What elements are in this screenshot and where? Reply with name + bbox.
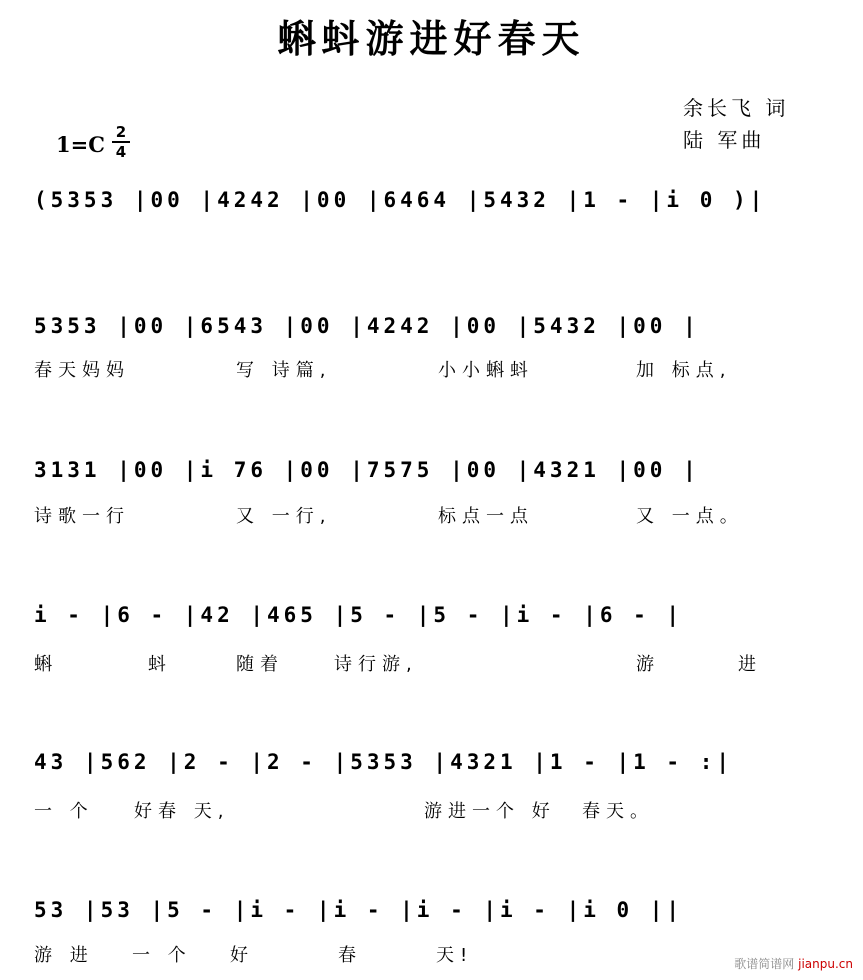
lyric-phrase: 蚪 (148, 654, 172, 675)
lyric-phrase: 一 个 (34, 801, 94, 822)
lyric-phrase: 随着 (236, 654, 284, 675)
lyric-phrase: 小小蝌蚪 (438, 360, 534, 381)
key-signature: 1=C (56, 132, 105, 157)
notation-line: (5353 |00 |4242 |00 |6464 |5432 |1 - |i 0 )| (34, 188, 767, 212)
watermark (734, 955, 853, 972)
lyric-phrase: 诗行游, (334, 654, 418, 675)
notation-system-2 (0, 312, 863, 346)
meter-bottom: 4 (115, 143, 127, 161)
notation-line: i - |6 - |42 |465 |5 - |5 - |i - |6 - | (34, 603, 684, 627)
lyricist-credit: 余长飞 词 (683, 96, 790, 120)
composer-credit: 陆 军曲 (683, 128, 766, 152)
notation-system-4 (0, 601, 863, 635)
watermark-site: 歌谱简谱网 (734, 957, 795, 971)
lyric-phrase: 春天。 (582, 801, 654, 822)
notation-line: 3131 |00 |i 76 |00 |7575 |00 |4321 |00 | (34, 458, 700, 482)
lyric-phrase: 加 标点, (636, 360, 732, 381)
lyric-phrase: 好春 天, (134, 801, 230, 822)
lyric-phrase: 好 (230, 945, 254, 966)
lyric-phrase: 诗歌一行 (34, 506, 130, 527)
lyric-phrase: 进 (738, 654, 762, 675)
lyric-phrase: 游进一个 好 (424, 801, 556, 822)
lyric-phrase: 游 (636, 654, 660, 675)
lyric-phrase: 又 一点。 (636, 506, 744, 527)
lyric-line-4 (0, 650, 863, 680)
time-signature (112, 124, 130, 160)
notation-line: 53 |53 |5 - |i - |i - |i - |i - |i 0 || (34, 898, 684, 922)
notation-system-3 (0, 456, 863, 490)
lyric-line-3 (0, 502, 863, 532)
watermark-url: jianpu.cn (798, 957, 853, 971)
lyric-phrase: 春 (338, 945, 362, 966)
lyric-line-2 (0, 356, 863, 386)
notation-system-6 (0, 896, 863, 930)
notation-line: 5353 |00 |6543 |00 |4242 |00 |5432 |00 | (34, 314, 700, 338)
lyric-phrase: 天! (436, 945, 474, 966)
notation-system-5 (0, 748, 863, 782)
lyric-phrase: 又 一行, (236, 506, 332, 527)
lyric-phrase: 标点一点 (438, 506, 534, 527)
song-title: 蝌蚪游进好春天 (277, 16, 586, 61)
lyric-phrase: 写 诗篇, (236, 360, 332, 381)
notation-line: 43 |562 |2 - |2 - |5353 |4321 |1 - |1 - :| (34, 750, 734, 774)
notation-system-1 (0, 186, 863, 220)
lyric-phrase: 游 进 (34, 945, 94, 966)
lyric-phrase: 春天妈妈 (34, 360, 130, 381)
lyric-phrase: 一 个 (132, 945, 192, 966)
meter-top: 2 (115, 123, 127, 141)
lyric-phrase: 蝌 (34, 654, 58, 675)
lyric-line-5 (0, 797, 863, 827)
